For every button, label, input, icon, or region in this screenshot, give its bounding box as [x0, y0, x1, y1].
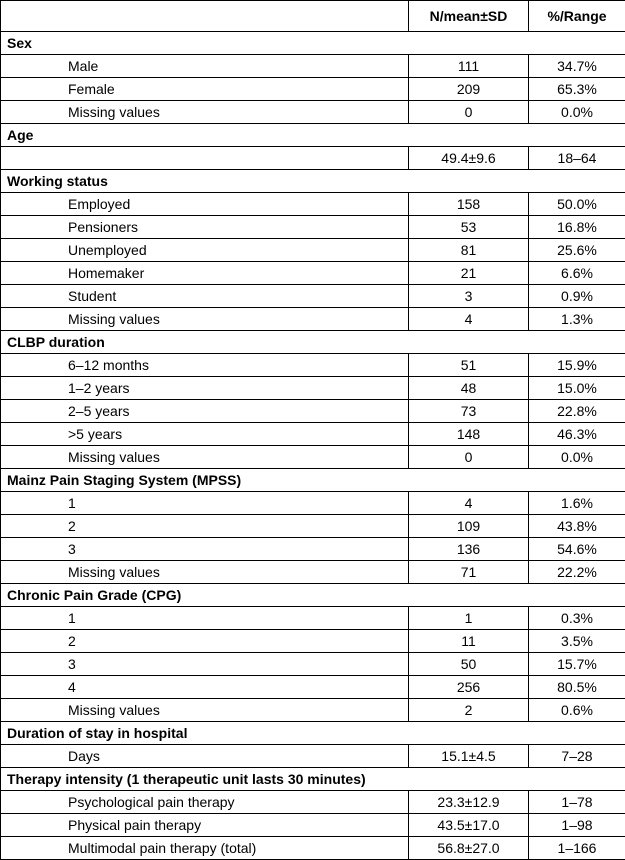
row-percent-value: 1.3% — [529, 308, 625, 331]
row-label — [1, 147, 409, 170]
row-n-value: 15.1±4.5 — [409, 745, 529, 768]
table-row — [1, 216, 625, 239]
row-label: Missing values — [1, 561, 409, 584]
row-percent-value: 0.9% — [529, 285, 625, 308]
row-percent-value: 0.3% — [529, 607, 625, 630]
table-row — [1, 630, 625, 653]
row-label: 3 — [1, 538, 409, 561]
row-percent-value: 1.6% — [529, 492, 625, 515]
row-n-value: 43.5±17.0 — [409, 814, 529, 837]
row-n-value: 136 — [409, 538, 529, 561]
row-n-value: 81 — [409, 239, 529, 262]
group-row — [1, 170, 625, 193]
group-title: Therapy intensity (1 therapeutic unit lasts 30 minutes) — [1, 768, 625, 791]
row-percent-value: 0.0% — [529, 446, 625, 469]
row-n-value: 4 — [409, 308, 529, 331]
table-row — [1, 676, 625, 699]
table-row — [1, 55, 625, 78]
row-n-value: 71 — [409, 561, 529, 584]
table-row — [1, 147, 625, 170]
row-n-value: 51 — [409, 354, 529, 377]
row-percent-value: 18–64 — [529, 147, 625, 170]
row-n-value: 73 — [409, 400, 529, 423]
row-percent-value: 0.6% — [529, 699, 625, 722]
row-percent-value: 80.5% — [529, 676, 625, 699]
row-percent-value: 43.8% — [529, 515, 625, 538]
row-percent-value: 50.0% — [529, 193, 625, 216]
row-label: Multimodal pain therapy (total) — [1, 837, 409, 860]
table-row — [1, 699, 625, 722]
table-row — [1, 262, 625, 285]
row-label: Homemaker — [1, 262, 409, 285]
row-label: 3 — [1, 653, 409, 676]
group-title: Sex — [1, 32, 625, 55]
row-percent-value: 1–166 — [529, 837, 625, 860]
group-row — [1, 124, 625, 147]
row-label: Employed — [1, 193, 409, 216]
row-percent-value: 22.8% — [529, 400, 625, 423]
row-percent-value: 1–78 — [529, 791, 625, 814]
row-label: 2 — [1, 515, 409, 538]
row-percent-value: 7–28 — [529, 745, 625, 768]
row-n-value: 21 — [409, 262, 529, 285]
row-label: Male — [1, 55, 409, 78]
row-percent-value: 3.5% — [529, 630, 625, 653]
group-title: Age — [1, 124, 625, 147]
row-label: Psychological pain therapy — [1, 791, 409, 814]
row-n-value: 0 — [409, 446, 529, 469]
group-title: Chronic Pain Grade (CPG) — [1, 584, 625, 607]
row-label: 1 — [1, 492, 409, 515]
row-percent-value: 46.3% — [529, 423, 625, 446]
row-label: Days — [1, 745, 409, 768]
header-percent-range: %/Range — [529, 1, 625, 32]
row-label: Pensioners — [1, 216, 409, 239]
table-row — [1, 607, 625, 630]
row-n-value: 49.4±9.6 — [409, 147, 529, 170]
table-row — [1, 561, 625, 584]
row-percent-value: 34.7% — [529, 55, 625, 78]
row-percent-value: 6.6% — [529, 262, 625, 285]
group-title: Working status — [1, 170, 625, 193]
table-row — [1, 837, 625, 860]
group-row — [1, 469, 625, 492]
row-label: 1–2 years — [1, 377, 409, 400]
table-row — [1, 308, 625, 331]
row-n-value: 48 — [409, 377, 529, 400]
row-percent-value: 15.7% — [529, 653, 625, 676]
row-label: 2 — [1, 630, 409, 653]
row-label: Missing values — [1, 308, 409, 331]
row-n-value: 111 — [409, 55, 529, 78]
table-row — [1, 78, 625, 101]
table-row — [1, 515, 625, 538]
table-row — [1, 377, 625, 400]
row-n-value: 109 — [409, 515, 529, 538]
header-n-mean-sd: N/mean±SD — [409, 1, 529, 32]
row-n-value: 53 — [409, 216, 529, 239]
row-label: 6–12 months — [1, 354, 409, 377]
table-row — [1, 400, 625, 423]
table-row — [1, 446, 625, 469]
row-n-value: 209 — [409, 78, 529, 101]
row-n-value: 23.3±12.9 — [409, 791, 529, 814]
table-row — [1, 193, 625, 216]
row-label: Student — [1, 285, 409, 308]
table-row — [1, 492, 625, 515]
group-row — [1, 331, 625, 354]
row-percent-value: 65.3% — [529, 78, 625, 101]
row-label: >5 years — [1, 423, 409, 446]
row-n-value: 50 — [409, 653, 529, 676]
row-n-value: 56.8±27.0 — [409, 837, 529, 860]
row-label: Missing values — [1, 101, 409, 124]
table-row — [1, 653, 625, 676]
row-n-value: 148 — [409, 423, 529, 446]
group-title: Mainz Pain Staging System (MPSS) — [1, 469, 625, 492]
row-percent-value: 25.6% — [529, 239, 625, 262]
group-title: CLBP duration — [1, 331, 625, 354]
row-label: Missing values — [1, 446, 409, 469]
row-percent-value: 0.0% — [529, 101, 625, 124]
row-label: Missing values — [1, 699, 409, 722]
table-row — [1, 239, 625, 262]
table-row — [1, 745, 625, 768]
group-title: Duration of stay in hospital — [1, 722, 625, 745]
row-percent-value: 1–98 — [529, 814, 625, 837]
row-n-value: 256 — [409, 676, 529, 699]
row-n-value: 2 — [409, 699, 529, 722]
table-row — [1, 791, 625, 814]
table-body — [1, 32, 625, 860]
table-row — [1, 423, 625, 446]
row-n-value: 0 — [409, 101, 529, 124]
group-row — [1, 768, 625, 791]
table-row — [1, 354, 625, 377]
row-n-value: 3 — [409, 285, 529, 308]
row-label: Unemployed — [1, 239, 409, 262]
row-n-value: 11 — [409, 630, 529, 653]
row-n-value: 158 — [409, 193, 529, 216]
table-row — [1, 538, 625, 561]
row-percent-value: 54.6% — [529, 538, 625, 561]
header-label-cell — [1, 1, 409, 32]
group-row — [1, 32, 625, 55]
row-percent-value: 15.0% — [529, 377, 625, 400]
row-n-value: 4 — [409, 492, 529, 515]
row-percent-value: 22.2% — [529, 561, 625, 584]
row-label: 1 — [1, 607, 409, 630]
header-row — [1, 1, 625, 32]
row-percent-value: 15.9% — [529, 354, 625, 377]
table-row — [1, 101, 625, 124]
row-percent-value: 16.8% — [529, 216, 625, 239]
row-label: Physical pain therapy — [1, 814, 409, 837]
table-row — [1, 285, 625, 308]
row-label: 4 — [1, 676, 409, 699]
row-n-value: 1 — [409, 607, 529, 630]
group-row — [1, 722, 625, 745]
row-label: Female — [1, 78, 409, 101]
row-label: 2–5 years — [1, 400, 409, 423]
table-row — [1, 814, 625, 837]
group-row — [1, 584, 625, 607]
